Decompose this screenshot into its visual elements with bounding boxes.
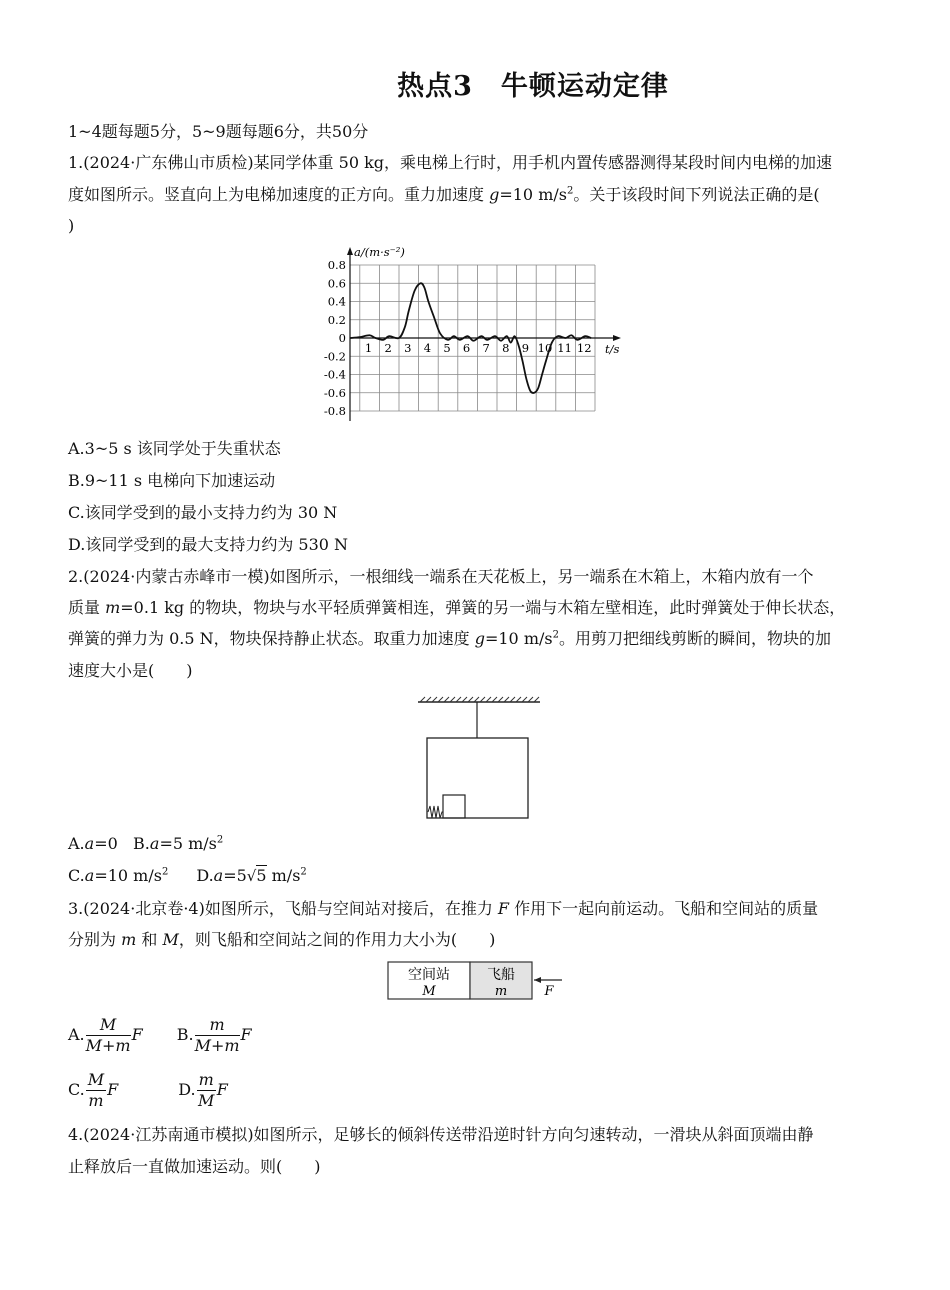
y-axis-arrow: [347, 247, 353, 255]
q4-stem-line2: 止释放后一直做加速运动。则( ): [68, 1157, 321, 1176]
y-tick-label: -0.6: [323, 385, 346, 400]
q3-stem-line1: 3.(2024·北京卷·4)如图所示，飞船与空间站对接后，在推力 F 作用下一起向前运动。飞船和空间站的质量: [68, 899, 819, 918]
q3-options-cd: [68, 1067, 888, 1113]
y-tick-label: 0.8: [327, 258, 346, 272]
x-tick-label: 12: [576, 341, 592, 355]
x-axis-arrow: [613, 335, 621, 341]
station-mass: M: [422, 984, 436, 999]
x-tick-label: 4: [423, 341, 432, 355]
x-tick-label: 7: [482, 341, 490, 355]
x-axis-label: t/s: [605, 342, 620, 356]
q2-options-cd: [68, 865, 888, 887]
q1-option-c: C.该同学受到的最小支持力约为 30 N: [68, 503, 338, 522]
x-tick-label: 6: [462, 341, 471, 355]
y-tick-label: -0.8: [323, 404, 346, 418]
q1-stem-line3: ): [68, 216, 75, 235]
acceleration-series-line: [350, 283, 591, 393]
q3-option-b: B. $\frac{m}{M+m}$ F: [176, 1015, 252, 1055]
page-title: 热点3 牛顿运动定律: [397, 71, 669, 102]
q2-option-d: D.a=5√5 $m/s^2$: [196, 866, 307, 885]
q3-stem-line2: 分别为 m 和 M，则飞船和空间站之间的作用力大小为( ): [68, 930, 496, 949]
x-tick-label: 5: [443, 341, 451, 355]
q2-stem-line3: 弹簧的弹力为 0.5 N，物块保持静止状态。取重力加速度 g=10 $m/s^2$。用剪刀把细线剪断的瞬间，物块的加: [68, 629, 831, 648]
ship-label: 飞船: [487, 967, 515, 983]
box-spring-diagram: [410, 694, 550, 824]
q4-stem-line1: 4.(2024·江苏南通市模拟)如图所示，足够长的倾斜传送带沿逆时针方向匀速转动，一滑块从斜面顶端由静: [68, 1125, 814, 1144]
x-tick-label: 1: [364, 341, 373, 355]
acceleration-chart: [310, 240, 650, 428]
q2-options-ab: [68, 833, 888, 855]
x-tick-label: 8: [502, 341, 510, 355]
q2-stem-line4: 速度大小是( ): [68, 661, 193, 680]
q1-option-d: D.该同学受到的最大支持力约为 530 N: [68, 535, 349, 554]
x-tick-label: 3: [404, 341, 412, 355]
scoring-note: 1~4题每题5分，5~9题每题6分，共50分: [68, 122, 369, 141]
y-tick-label: -0.4: [323, 367, 346, 382]
q3-options-ab: [68, 1012, 888, 1058]
q2-option-b: B.a=5 $m/s^2$: [133, 834, 224, 853]
q2-stem-line1: 2.(2024·内蒙古赤峰市一模)如图所示，一根细线一端系在天花板上，另一端系在木箱上，木箱内放有一个: [68, 567, 814, 586]
q1-option-a: A.3~5 s 该同学处于失重状态: [68, 439, 281, 458]
x-tick-label: 10: [537, 341, 553, 355]
q2-stem-line2: 质量 m=0.1 kg 的物块，物块与水平轻质弹簧相连，弹簧的另一端与木箱左壁相连，此时弹簧处于伸长状态，: [68, 598, 846, 617]
x-tick-label: 9: [521, 341, 530, 355]
q1-stem-line2: 度如图所示。竖直向上为电梯加速度的正方向。重力加速度 g=10 $m/s^2$。关于该段时间下列说法正确的是(: [68, 185, 820, 204]
q3-option-a: A. $\frac{M}{M+m}$ F: [68, 1015, 143, 1055]
x-tick-label: 2: [384, 341, 392, 355]
station-ship-diagram: [386, 960, 566, 1002]
y-axis-label: a/(m·s⁻²): [354, 245, 405, 259]
q1-option-b: B.9~11 s 电梯向下加速运动: [68, 471, 276, 490]
y-tick-label: 0.4: [327, 294, 346, 309]
y-tick-label: 0: [338, 331, 346, 345]
y-tick-label: -0.2: [323, 349, 346, 364]
q3-option-d: D. $\frac{m}{M}$ F: [178, 1070, 228, 1110]
q2-option-c: C.a=10 $m/s^2$: [68, 866, 169, 885]
ship-mass: m: [494, 984, 508, 999]
y-tick-label: 0.2: [327, 312, 346, 327]
station-label: 空间站: [408, 967, 450, 983]
q2-option-a: A.a=0: [68, 834, 118, 853]
sqrt-symbol: √: [246, 867, 257, 885]
y-tick-label: 0.6: [327, 276, 346, 291]
x-tick-label: 11: [557, 341, 572, 355]
q1-stem-line1: 1.(2024·广东佛山市质检)某同学体重 50 kg，乘电梯上行时，用手机内置传感器测得某段时间内电梯的加速: [68, 153, 833, 172]
force-label: F: [544, 984, 554, 999]
q3-option-c: C. $\frac{M}{m}$ F: [68, 1070, 119, 1110]
